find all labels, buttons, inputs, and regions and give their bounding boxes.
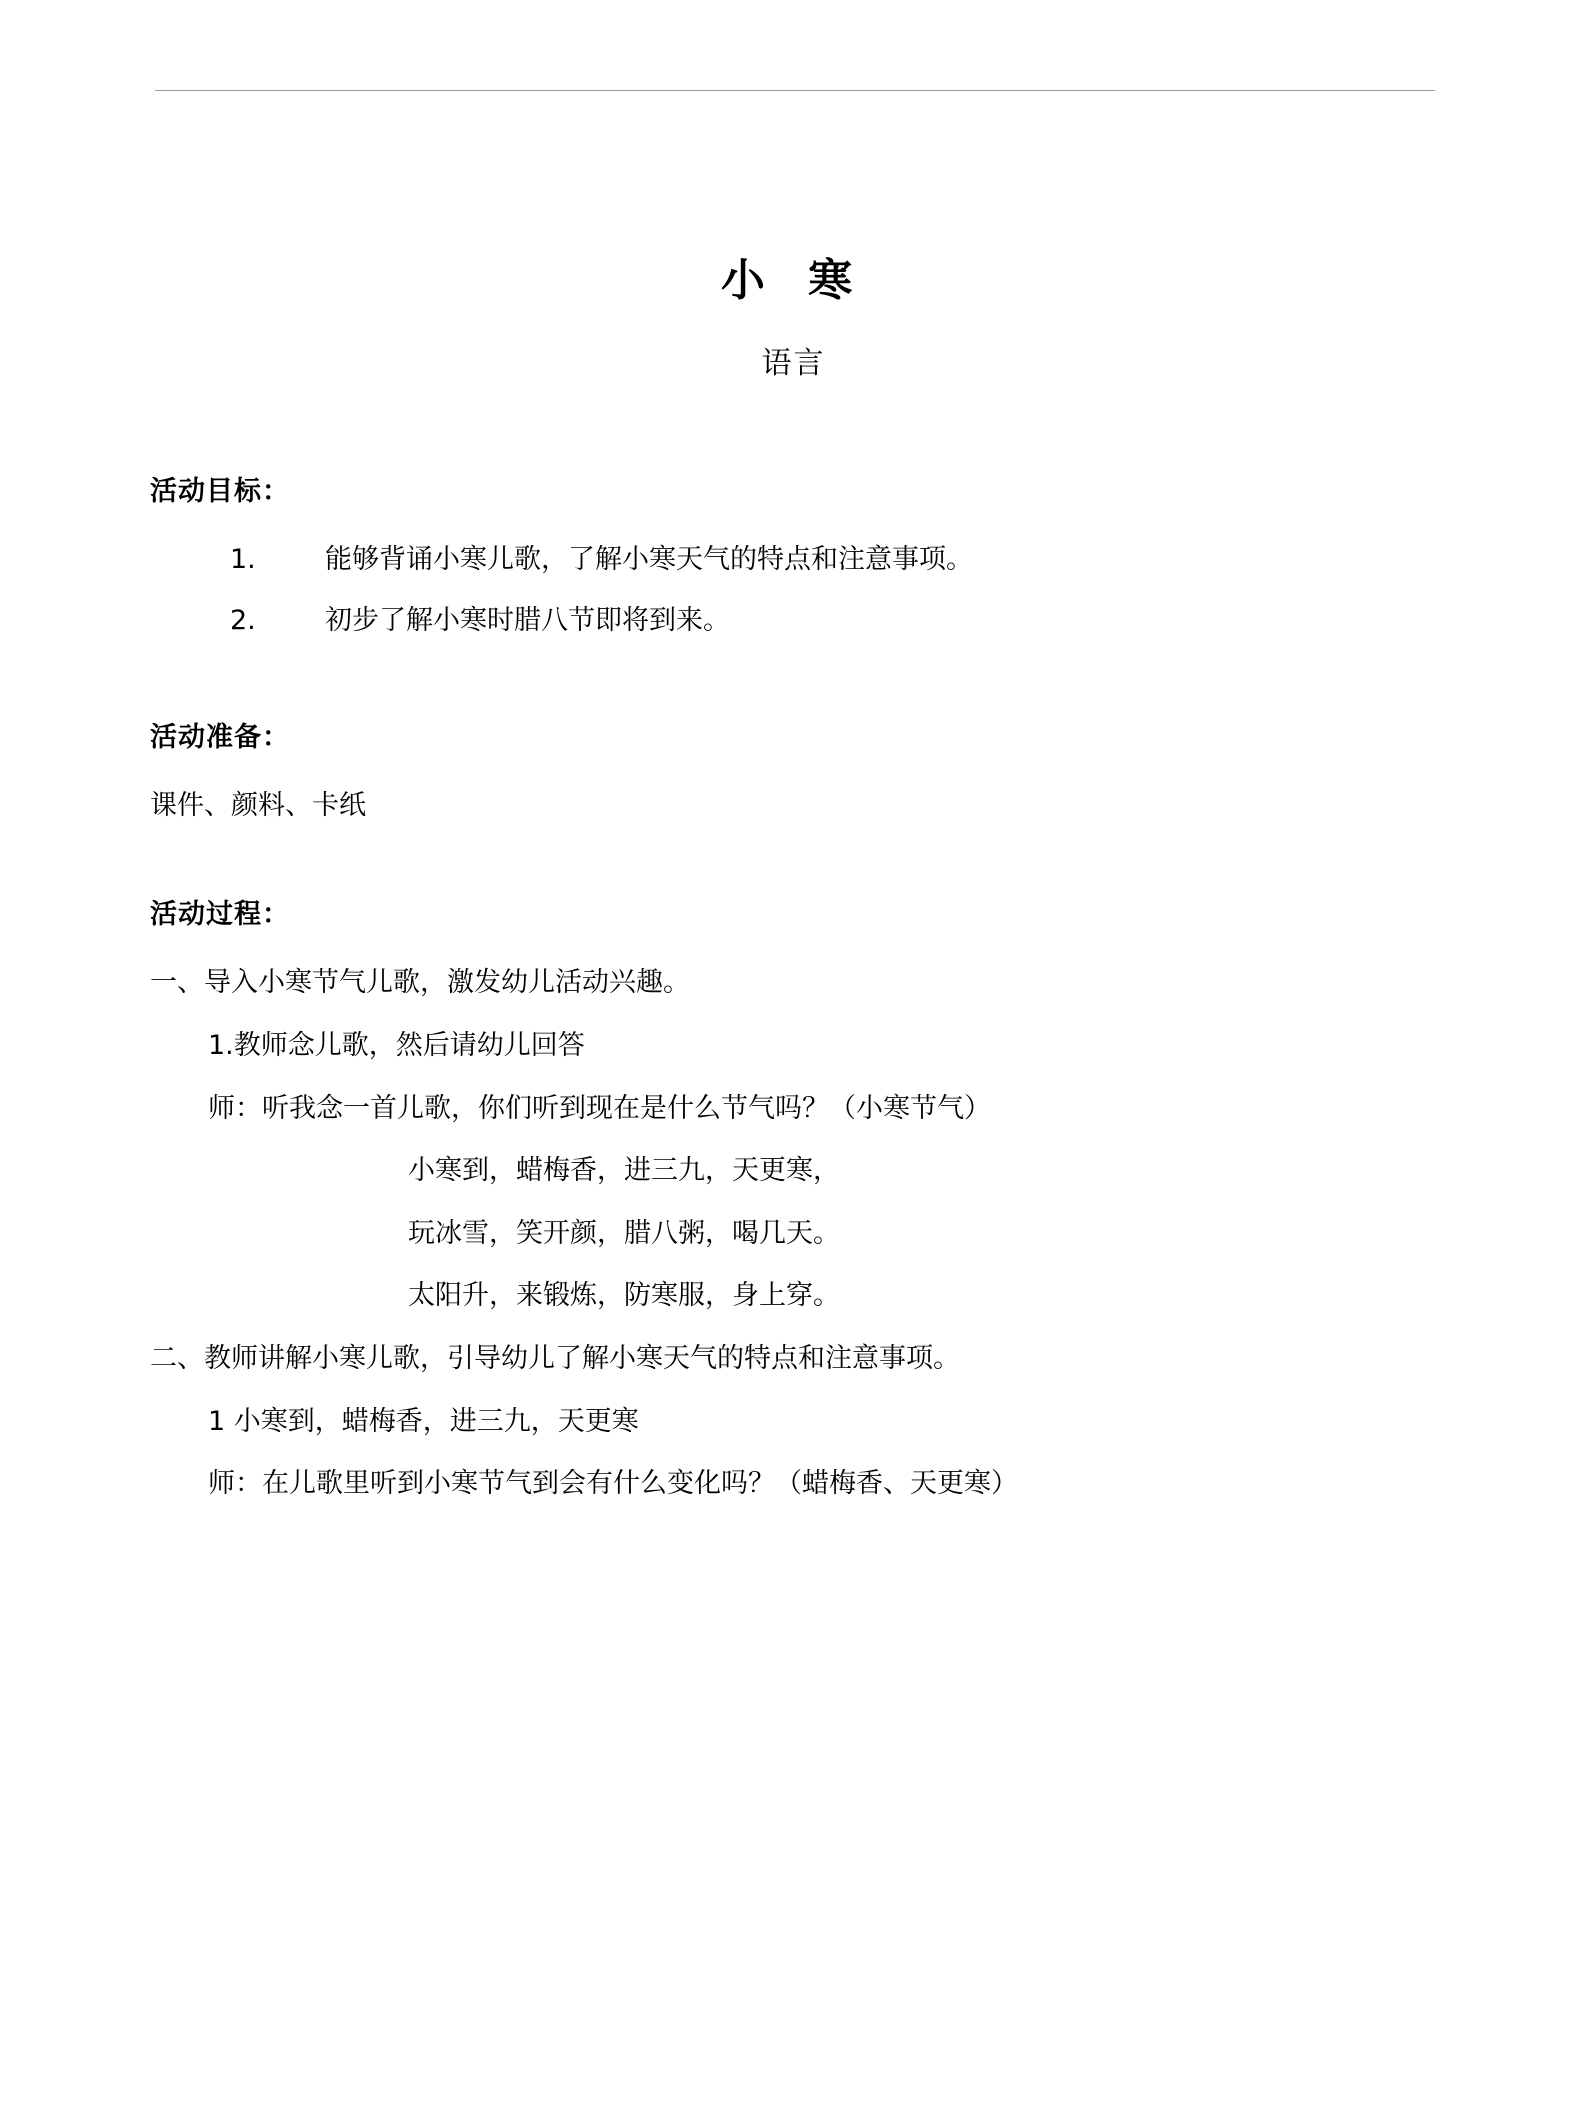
- process-line: 二、教师讲解小寒儿歌，引导幼儿了解小寒天气的特点和注意事项。: [150, 1343, 960, 1375]
- list-item-text: 能够背诵小寒儿歌，了解小寒天气的特点和注意事项。: [325, 544, 973, 576]
- spacer: [150, 833, 1437, 895]
- verse-line: 太阳升，来锻炼，防寒服，身上穿。: [408, 1280, 840, 1312]
- page-subtitle: 语言: [761, 345, 826, 381]
- document-content: [150, 0, 1437, 1511]
- process-heading: 活动过程：: [150, 898, 290, 930]
- objectives-heading: 活动目标：: [150, 475, 290, 507]
- header-divider: [155, 90, 1435, 91]
- preparation-heading: 活动准备：: [150, 721, 290, 753]
- list-item: [150, 534, 1437, 587]
- list-item-number: 2.: [230, 604, 256, 636]
- spacer: [150, 656, 1437, 718]
- list-item-number: 1.: [230, 544, 256, 576]
- verse-line: 小寒到，蜡梅香，进三九，天更寒，: [408, 1155, 840, 1187]
- page-title: 小 寒: [720, 255, 867, 306]
- process-line: 师：在儿歌里听到小寒节气到会有什么变化吗？（蜡梅香、天更寒）: [208, 1468, 1018, 1500]
- list-item-text: 初步了解小寒时腊八节即将到来。: [325, 604, 730, 636]
- process-line: 1 小寒到，蜡梅香，进三九，天更寒: [208, 1405, 639, 1437]
- objectives-list: [150, 534, 1437, 647]
- process-line: 1.教师念儿歌，然后请幼儿回答: [208, 1029, 585, 1061]
- list-item: [150, 595, 1437, 648]
- preparation-text: 课件、颜料、卡纸: [150, 790, 366, 822]
- process-line: 一、导入小寒节气儿歌，激发幼儿活动兴趣。: [150, 967, 690, 999]
- process-line: 师：听我念一首儿歌，你们听到现在是什么节气吗？（小寒节气）: [208, 1092, 991, 1124]
- verse-line: 玩冰雪，笑开颜，腊八粥，喝几天。: [408, 1217, 840, 1249]
